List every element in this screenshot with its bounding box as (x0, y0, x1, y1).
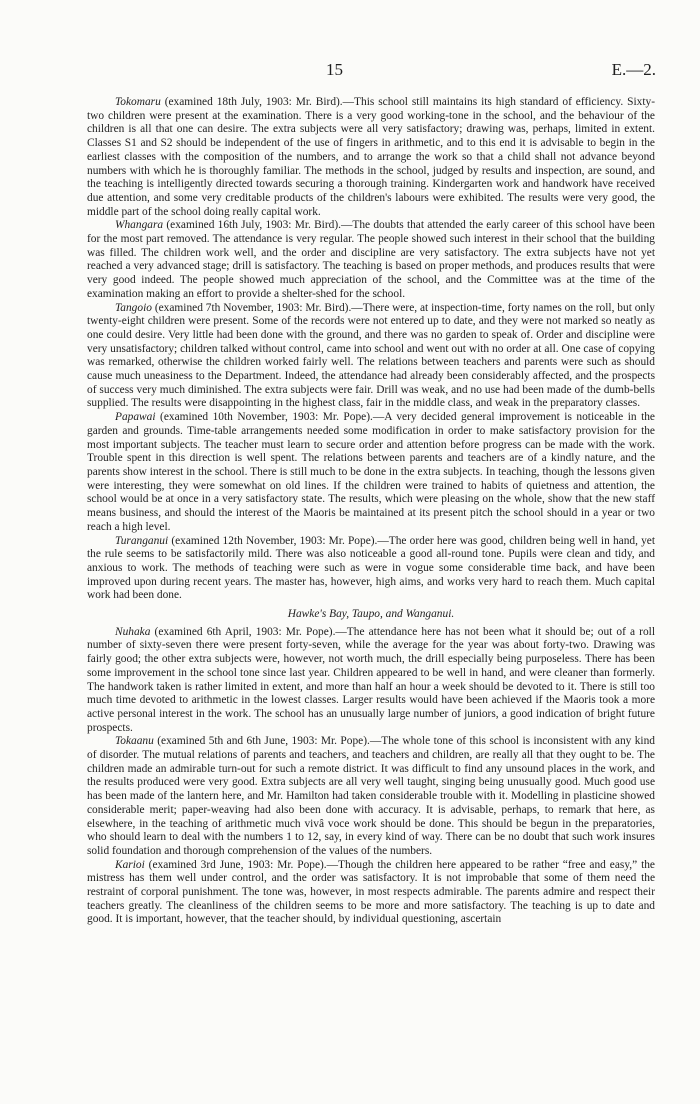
report-text: (examined 7th November, 1903: Mr. Bird).—There were, at inspection-time, forty names on the roll, but only twenty-eight children were present. Some of the records were not entered up to date, and they were not marked so neatly as one could desire. Very little had been done with the ground, and there was no garden to speak of. Order and discipline were very unsatisfactory; children talked without control, came into school and went out with no order at all. One case of copying was remarked, otherwise the children worked fairly well. The relations between teachers and parents were such as should cause much uneasiness to the Department. Indeed, the attendance had already been considerably affected, and the prospects of success very much diminished. The extra subjects were fair. Drill was weak, and no use had been made of the dumb-bells supplied. The results were disappointing in the highest class, fair in the middle class, and weak in the preparatory classes. (87, 301, 655, 410)
school-report-paragraph (87, 626, 655, 736)
report-text: (examined 16th July, 1903: Mr. Bird).—The doubts that attended the early career of this school have been for the most part removed. The attendance is very regular. The people showed such interest in their school that the building was filled. The children work well, and the order and discipline are very satisfactory. The extra subjects have not yet reached a very advanced stage; drill is satisfactory. The teaching is based on proper methods, and produces results that were very good indeed. The people showed much appreciation of the school, and the Committee was at the time of the examination making an effort to provide a shelter-shed for the school. (87, 219, 655, 300)
school-report-paragraph (87, 302, 655, 412)
school-name: Papawai (115, 411, 156, 424)
school-name: Karioi (115, 858, 145, 871)
school-name: Nuhaka (115, 625, 151, 638)
page-number: 15 (326, 60, 343, 79)
report-text: (examined 12th November, 1903: Mr. Pope).—The order here was good, children being well in hand, yet the rule seems to be satisfactorily mild. There was also noticeable a good all-round tone. Pupils were clean and tidy, and anxious to work. The methods of teaching were such as were in vogue some considerable time back, and have been improved upon during recent years. The master has, however, high aims, and works very hard to reach them. Much capital work had been done. (87, 534, 655, 602)
page-header (0, 60, 700, 80)
school-report-paragraph (87, 219, 655, 301)
school-name: Tokaanu (115, 735, 154, 748)
report-text: (examined 6th April, 1903: Mr. Pope).—The attendance here has not been what it should be; out of a roll number of sixty-seven there were present forty-seven, while the average for the year was about forty-two. Drawing was fairly good; the other extra subjects were, however, not worth much, the drill especially being purposeless. There has been some improvement in the school tone since last year. Children appeared to be well in hand, and were cleaner than formerly. The handwork taken is rather limited in extent, and more than half an hour a week should be devoted to it. There is still too much time devoted to arithmetic in the lowest classes. Larger results would have been achieved if the Maoris took a more active personal interest in the work. The school has an unusually large number of juniors, a good indication of bright future prospects. (87, 625, 655, 734)
school-report-paragraph (87, 859, 655, 928)
school-name: Tokomaru (115, 96, 161, 108)
document-code: E.—2. (611, 60, 656, 79)
report-body (87, 96, 655, 927)
report-text: (examined 5th and 6th June, 1903: Mr. Pope).—The whole tone of this school is inconsistent with any kind of disorder. The mutual relations of parents and teachers, and teachers and children, are really all that they ought to be. The children made an admirable turn-out for such a remote district. It was difficult to find any unsound places in the work, and the results produced were very good. Extra subjects are all very well taught, singing being unusually good. Much good use has been made of the lantern here, and Mr. Hamilton had taken considerable trouble with it. Modelling in plasticine showed considerable merit; paper-weaving had also been done with accuracy. It is advisable, perhaps, to remark that here, as elsewhere, in the teaching of arithmetic much vivâ voce work should be done. This should be begun in the preparatories, who should learn to deal with the numbers 1 to 12, say, in every kind of way. There can be no doubt that such work insures solid foundation and thorough comprehension of the values of the numbers. (87, 735, 655, 857)
section-heading: Hawke's Bay, Taupo, and Wanganui. (287, 608, 455, 621)
school-name: Whangara (115, 219, 164, 232)
school-report-paragraph (87, 735, 655, 858)
school-report-paragraph (87, 96, 655, 219)
report-text: (examined 18th July, 1903: Mr. Bird).—This school still maintains its high standard of efficiency. Sixty-two children were present at the examination. There is a very good working-tone in the school, and the behaviour of the children is all that one can desire. The extra subjects were all very satisfactory; drawing was, perhaps, limited in extent. Classes S1 and S2 should be independent of the use of fingers in arithmetic, and to this end it is advisable to begin in the earliest classes with the composition of the numbers, and to arrange the work so that a child shall not advance beyond numbers with which he is thoroughly familiar. The methods in the school, judged by results and inspection, are sound, and the teaching is intelligently directed towards securing a thorough training. Kindergarten work and handwork have received due attention, and some very creditable products of the children's labours were exhibited. The results were very good, the middle part of the school doing really capital work. (87, 96, 655, 218)
school-name: Turanganui (115, 534, 169, 547)
report-text: (examined 10th November, 1903: Mr. Pope).—A very decided general improvement is noticeable in the garden and grounds. Time-table arrangements needed some modification in order to make satisfactory provision for the most important subjects. The teacher must learn to secure order and attention before progress can be made with the work. Trouble spent in this direction is well spent. The relations between parents and teachers are of a kindly nature, and the parents show interest in the school. There is still much to be done in the extra subjects. In teaching, though the lessons given were interesting, they were somewhat on old lines. If the children were trained to habits of quietness and attention, the school would be at once in a very satisfactory state. The results, which were pleasing on the whole, show that the new staff means business, and should the interest of the Maoris be maintained at its present pitch the school should in a year or two reach a high level. (87, 411, 655, 533)
school-report-paragraph (87, 411, 655, 534)
school-name: Tangoio (115, 301, 152, 314)
report-text: (examined 3rd June, 1903: Mr. Pope).—Though the children here appeared to be rather “free and easy,” the mistress has them well under control, and the order was satisfactory. It is not improbable that some of them need the restraint of corporal punishment. The tone was, however, in most respects admirable. The parents admire and respect their teachers greatly. The cleanliness of the children seems to be more and more satisfactory. The teaching is up to date and good. It is important, however, that the teacher should, by individual questioning, ascertain (87, 858, 655, 926)
school-report-paragraph (87, 535, 655, 604)
